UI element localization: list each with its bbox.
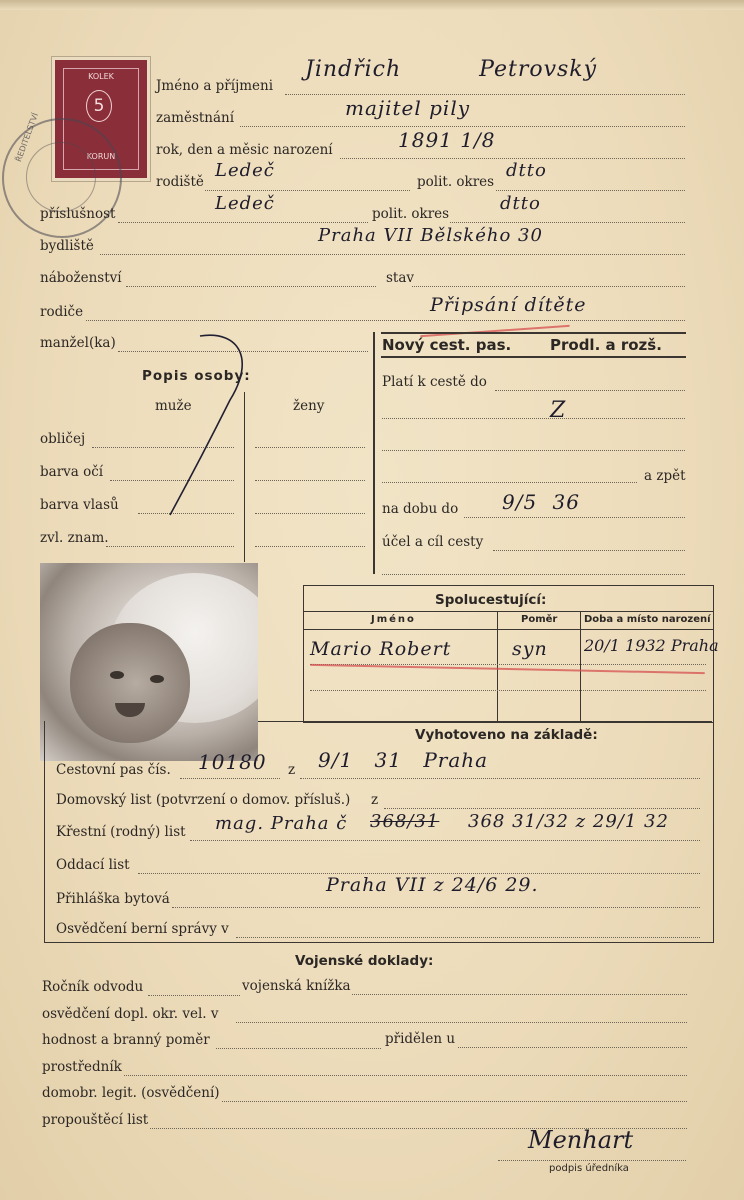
description-title: Popis osoby: <box>142 368 251 384</box>
birth-line <box>340 158 685 159</box>
birthplace-line <box>205 190 410 191</box>
valid-value: Z <box>550 398 567 423</box>
military-rank-line <box>216 1048 381 1049</box>
military-title: Vojenské doklady: <box>295 953 434 969</box>
military-cert-line <box>236 1022 687 1023</box>
residence-value: Praha VII Bělského 30 <box>318 225 543 246</box>
companions-col2 <box>580 611 581 721</box>
parents-value: Připsání dítěte <box>430 294 587 316</box>
companion-birth: 20/1 1932 Praha <box>584 636 719 655</box>
period-line <box>464 517 685 518</box>
birth-value: 1891 1/8 <box>398 128 496 152</box>
district2-line <box>450 222 685 223</box>
baptism-crossed: 368/31 <box>370 811 440 832</box>
signature-label: podpis úředníka <box>549 1163 629 1174</box>
companions-rule1 <box>303 611 713 612</box>
residence-label: bydliště <box>40 238 94 254</box>
stamp-currency: KORUN <box>86 152 116 161</box>
companions-header-birth: Doba a místo narození <box>584 614 711 625</box>
basis-title: Vyhotoveno na základě: <box>415 727 598 743</box>
face-female-line <box>255 447 365 448</box>
military-rank-label: hodnost a branný poměr <box>42 1032 210 1048</box>
passport-top-rule <box>381 332 686 334</box>
occupation-line <box>240 126 685 127</box>
period-label: na dobu do <box>382 501 459 517</box>
district-label: polit. okres <box>417 174 495 190</box>
religion-label: náboženství <box>40 270 122 286</box>
military-book-label: vojenská knížka <box>242 978 351 994</box>
paper-edge <box>0 0 744 10</box>
military-assigned-label: přidělen u <box>385 1031 456 1047</box>
stamp-value: 5 <box>86 90 112 122</box>
companions-col1 <box>497 611 498 721</box>
companion-name: Mario Robert <box>310 638 452 660</box>
companions-rule2 <box>303 629 713 630</box>
companion-relation: syn <box>512 638 548 660</box>
signature-line <box>498 1160 686 1161</box>
housing-label: Přihláška bytová <box>56 891 170 907</box>
parents-line <box>86 320 685 321</box>
valid-line3 <box>382 450 685 451</box>
period-value: 9/5 36 <box>502 490 580 514</box>
purpose-line <box>493 550 685 551</box>
housing-line <box>172 907 700 908</box>
marks-female-line <box>255 546 365 547</box>
status-line <box>412 286 685 287</box>
religion-line <box>126 286 376 287</box>
district-line <box>496 190 685 191</box>
homelist-z-label: z <box>371 792 379 808</box>
military-middleman-label: prostředník <box>42 1059 122 1075</box>
baptism-value: mag. Praha č <box>215 813 348 834</box>
homelist-line <box>384 808 700 809</box>
name-label: Jméno a příjmeni <box>156 78 274 94</box>
domicile-line <box>118 222 368 223</box>
companions-header-relation: Poměr <box>521 614 558 625</box>
stamp-top-text: KOLEK <box>88 72 114 81</box>
military-release-label: propouštěcí list <box>42 1112 149 1128</box>
hair-label: barva vlasů <box>40 497 119 513</box>
marriage-label: Oddací list <box>56 857 130 873</box>
passport-number-label: Cestovní pas čís. <box>56 762 171 778</box>
baptism-line <box>190 840 700 841</box>
occupation-label: zaměstnání <box>156 110 235 126</box>
companions-title: Spolucestující: <box>435 592 547 608</box>
return-label: a zpět <box>644 468 686 484</box>
official-signature: Menhart <box>528 1126 634 1154</box>
housing-value: Praha VII z 24/6 29. <box>326 874 539 896</box>
passport-from-line <box>300 778 700 779</box>
purpose-label: účel a cíl cesty <box>382 534 484 550</box>
military-legion-line <box>222 1101 687 1102</box>
tax-label: Osvědčení berní správy v <box>56 921 229 937</box>
new-passport-label: Nový cest. pas. <box>382 336 512 354</box>
military-year-label: Ročník odvodu <box>42 979 144 995</box>
extend-passport-label: Prodl. a rozš. <box>550 336 662 354</box>
baptism-label: Křestní (rodný) list <box>56 824 186 840</box>
passport-number-value: 10180 <box>198 750 267 774</box>
valid-line4 <box>382 482 637 483</box>
district2-value: dtto <box>500 193 541 214</box>
valid-line2 <box>382 418 685 419</box>
basis-top-rule <box>258 721 712 722</box>
postmark-text: ŘEDITELSTVÍ <box>14 111 41 164</box>
valid-line <box>495 390 685 391</box>
occupation-value: majitel pily <box>345 96 471 120</box>
purpose-line2 <box>382 574 685 575</box>
district-value: dtto <box>506 160 547 181</box>
military-assigned-line <box>458 1047 687 1048</box>
description-col-female: ženy <box>293 398 325 414</box>
military-book-line <box>352 994 687 995</box>
eyes-label: barva očí <box>40 464 104 480</box>
passport-z-label: z <box>288 762 296 778</box>
name-value: Jindřich Petrovský <box>305 57 598 82</box>
birthplace-value: Ledeč <box>215 160 275 181</box>
domicile-value: Ledeč <box>215 193 275 214</box>
baptism-value2: 368 31/32 z 29/1 32 <box>468 811 669 832</box>
status-label: stav <box>386 270 415 286</box>
marks-male-line <box>106 546 234 547</box>
passport-divider <box>373 332 375 574</box>
valid-label: Platí k cestě do <box>382 374 487 390</box>
birth-label: rok, den a měsic narození <box>156 142 333 158</box>
military-legion-label: domobr. legit. (osvědčení) <box>42 1085 220 1101</box>
military-cert-label: osvědčení dopl. okr. vel. v <box>42 1006 219 1022</box>
passport-from-value: 9/1 31 Praha <box>318 748 489 772</box>
domicile-label: příslušnost <box>40 206 116 222</box>
name-line <box>285 94 685 95</box>
hair-female-line <box>255 513 365 514</box>
residence-line <box>100 254 685 255</box>
description-col-male: muže <box>155 398 192 414</box>
companions-row2-line <box>310 690 706 691</box>
homelist-label: Domovský list (potvrzení o domov. přísluš.) <box>56 792 351 808</box>
marks-label: zvl. znam. <box>40 530 109 546</box>
military-year-line <box>148 995 240 996</box>
eyes-female-line <box>255 480 365 481</box>
tax-line <box>236 937 700 938</box>
face-label: obličej <box>40 431 86 447</box>
birthplace-label: rodiště <box>156 174 204 190</box>
passport-number-line <box>180 778 280 779</box>
spouse-label: manžel(ka) <box>40 335 116 351</box>
military-middleman-line <box>124 1075 687 1076</box>
passport-header-rule <box>381 356 686 358</box>
district2-label: polit. okres <box>372 206 450 222</box>
cancel-stroke <box>160 330 260 530</box>
parents-label: rodiče <box>40 304 84 320</box>
companions-header-name: Jméno <box>371 614 416 625</box>
